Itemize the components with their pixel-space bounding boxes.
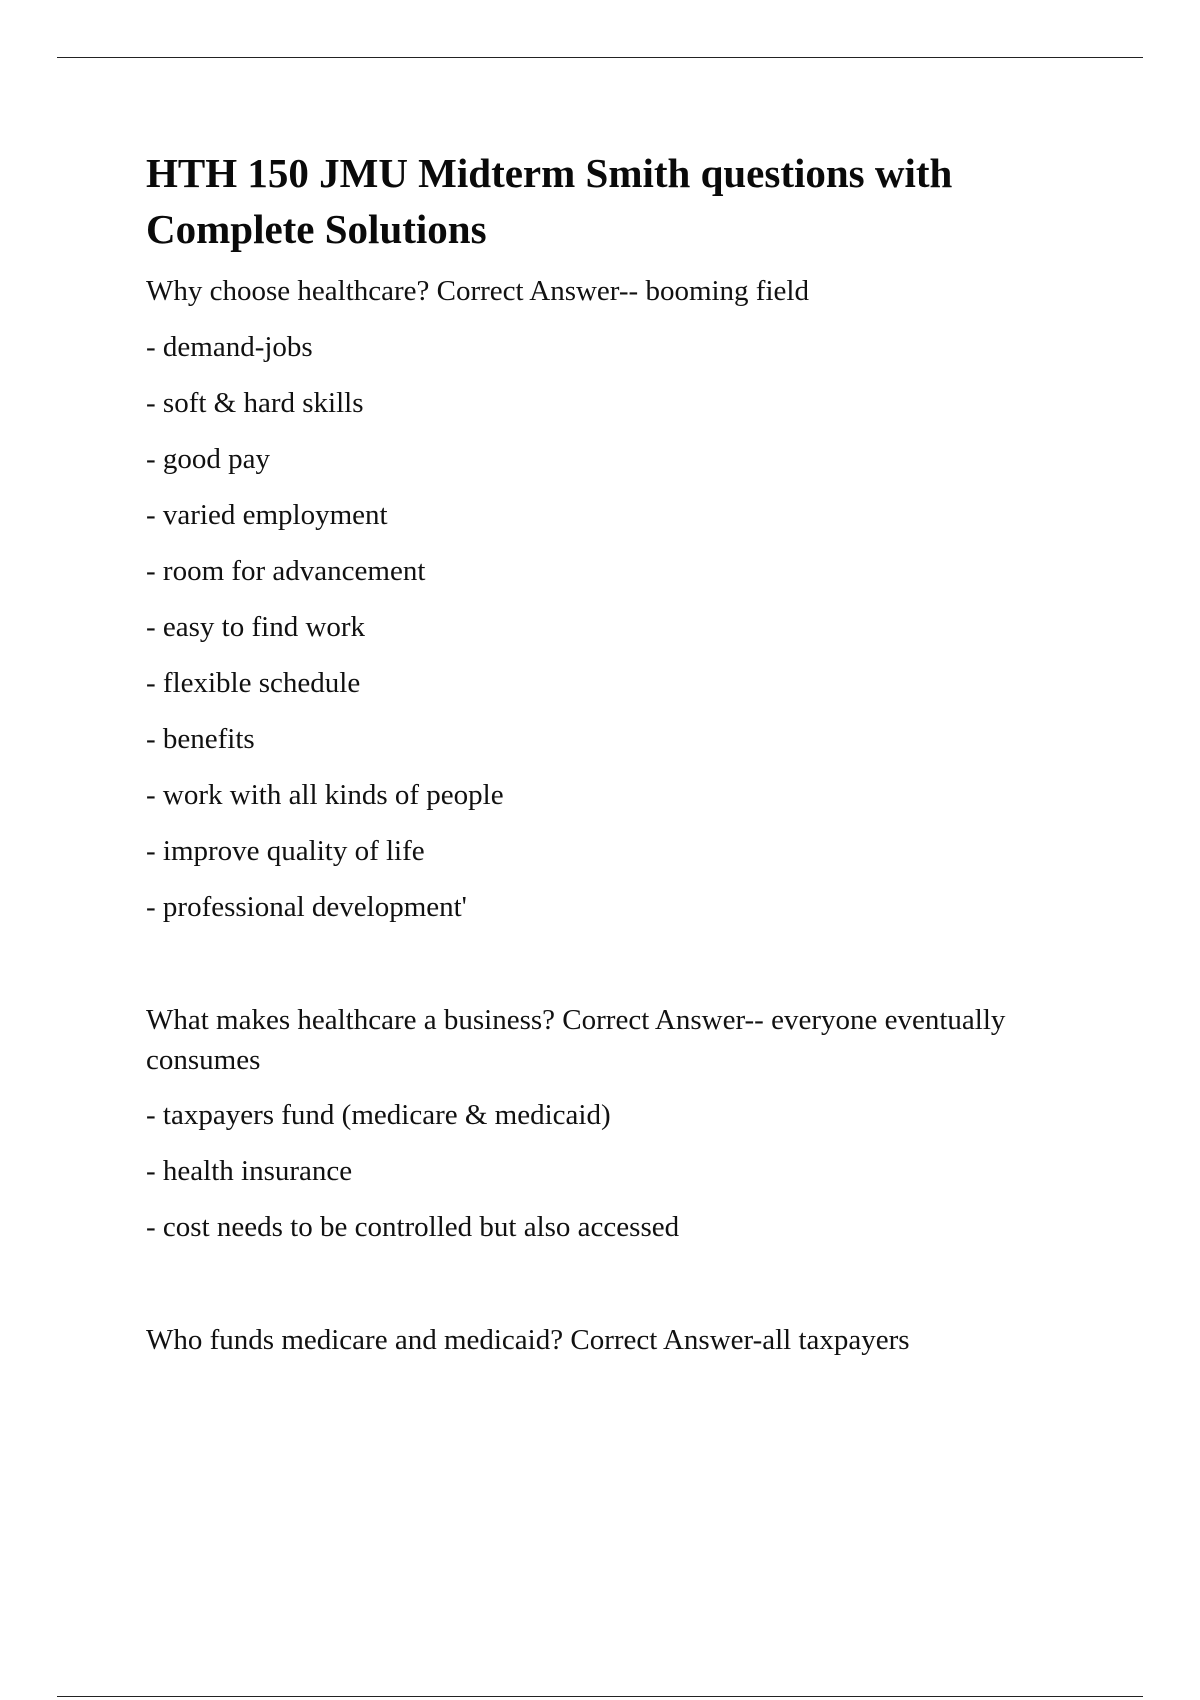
- answer-item: - taxpayers fund (medicare & medicaid): [146, 1099, 611, 1131]
- qa-block-3: [146, 1305, 1026, 1361]
- document-body: [146, 145, 1026, 1361]
- answer-item: - demand-jobs: [146, 331, 313, 363]
- question-text: Why choose healthcare? Correct Answer-- booming field: [146, 275, 809, 307]
- answer-item: - improve quality of life: [146, 835, 425, 867]
- block-spacer: [146, 928, 1026, 985]
- answer-item: - health insurance: [146, 1155, 353, 1187]
- top-rule: [57, 57, 1143, 58]
- answer-item: - benefits: [146, 723, 255, 755]
- answer-item: - good pay: [146, 443, 271, 475]
- answer-item: - professional development': [146, 891, 467, 923]
- answer-item: - room for advancement: [146, 555, 426, 587]
- answer-item: - cost needs to be controlled but also accessed: [146, 1211, 680, 1243]
- question-text: What makes healthcare a business? Correct Answer-- everyone eventually consumes: [146, 1004, 1006, 1076]
- answer-item: - work with all kinds of people: [146, 779, 504, 811]
- answer-item: - soft & hard skills: [146, 387, 364, 419]
- bottom-rule: [57, 1696, 1143, 1697]
- question-text: Who funds medicare and medicaid? Correct Answer-all taxpayers: [146, 1324, 910, 1356]
- qa-block-2: [146, 985, 1026, 1248]
- document-title: HTH 150 JMU Midterm Smith questions with Complete Solutions: [146, 150, 953, 252]
- qa-block-1: [146, 257, 1026, 928]
- answer-item: - easy to find work: [146, 611, 366, 643]
- answer-item: - varied employment: [146, 499, 388, 531]
- answer-item: - flexible schedule: [146, 667, 361, 699]
- block-spacer: [146, 1248, 1026, 1305]
